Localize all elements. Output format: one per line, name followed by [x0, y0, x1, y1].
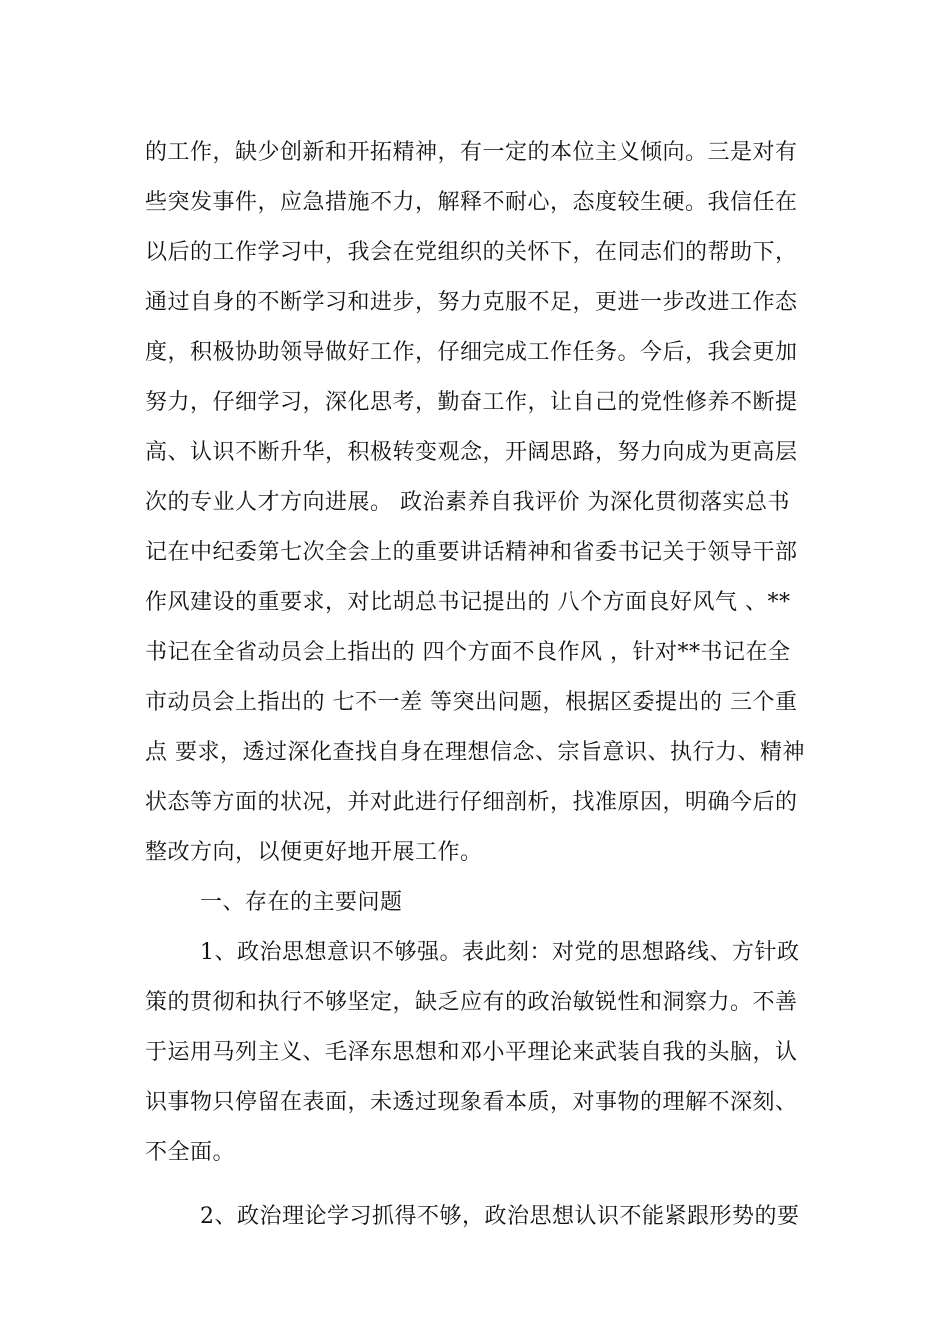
paragraph-gap [145, 1178, 815, 1192]
paragraph-line: 作风建设的重要求，对比胡总书记提出的 八个方面良好风气 、** [145, 590, 791, 615]
paragraph-line: 高、认识不断升华，积极转变观念，开阔思路，努力向成为更高层 [145, 440, 798, 465]
paragraph-line: 次的专业人才方向进展。 政治素养自我评价 为深化贯彻落实总书 [145, 490, 790, 515]
section-heading: 一、存在的主要问题 [200, 890, 403, 915]
list-item-line: 策的贯彻和执行不够坚定，缺乏应有的政治敏锐性和洞察力。不善 [145, 990, 798, 1015]
document-body [145, 128, 815, 1242]
list-item-line: 识事物只停留在表面，未透过现象看本质，对事物的理解不深刻、 [145, 1090, 798, 1115]
paragraph-line: 努力，仔细学习，深化思考，勤奋工作，让自己的党性修养不断提 [145, 390, 798, 415]
paragraph-line: 整改方向，以便更好地开展工作。 [145, 840, 483, 865]
list-item-line: 1、政治思想意识不够强。表此刻：对党的思想路线、方针政 [200, 940, 800, 965]
list-item-line: 不全面。 [145, 1140, 236, 1165]
paragraph-line: 通过自身的不断学习和进步，努力克服不足，更进一步改进工作态 [145, 290, 798, 315]
paragraph-line: 书记在全省动员会上指出的 四个方面不良作风 ，针对**书记在全 [145, 640, 791, 665]
paragraph-line: 记在中纪委第七次全会上的重要讲话精神和省委书记关于领导干部 [145, 540, 798, 565]
paragraph-line: 的工作，缺少创新和开拓精神，有一定的本位主义倾向。三是对有 [145, 140, 798, 165]
list-item-line: 于运用马列主义、毛泽东思想和邓小平理论来武装自我的头脑，认 [145, 1040, 798, 1065]
paragraph-line: 状态等方面的状况，并对此进行仔细剖析，找准原因，明确今后的 [145, 790, 798, 815]
paragraph-line: 度，积极协助领导做好工作，仔细完成工作任务。今后，我会更加 [145, 340, 798, 365]
paragraph-line: 点 要求，透过深化查找自身在理想信念、宗旨意识、执行力、精神 [145, 740, 805, 765]
list-item-line: 2、政治理论学习抓得不够，政治思想认识不能紧跟形势的要 [200, 1204, 800, 1229]
paragraph-line: 市动员会上指出的 七不一差 等突出问题，根据区委提出的 三个重 [145, 690, 798, 715]
paragraph-line: 以后的工作学习中，我会在党组织的关怀下，在同志们的帮助下， [145, 240, 798, 265]
paragraph-line: 些突发事件，应急措施不力，解释不耐心，态度较生硬。我信任在 [145, 190, 798, 215]
